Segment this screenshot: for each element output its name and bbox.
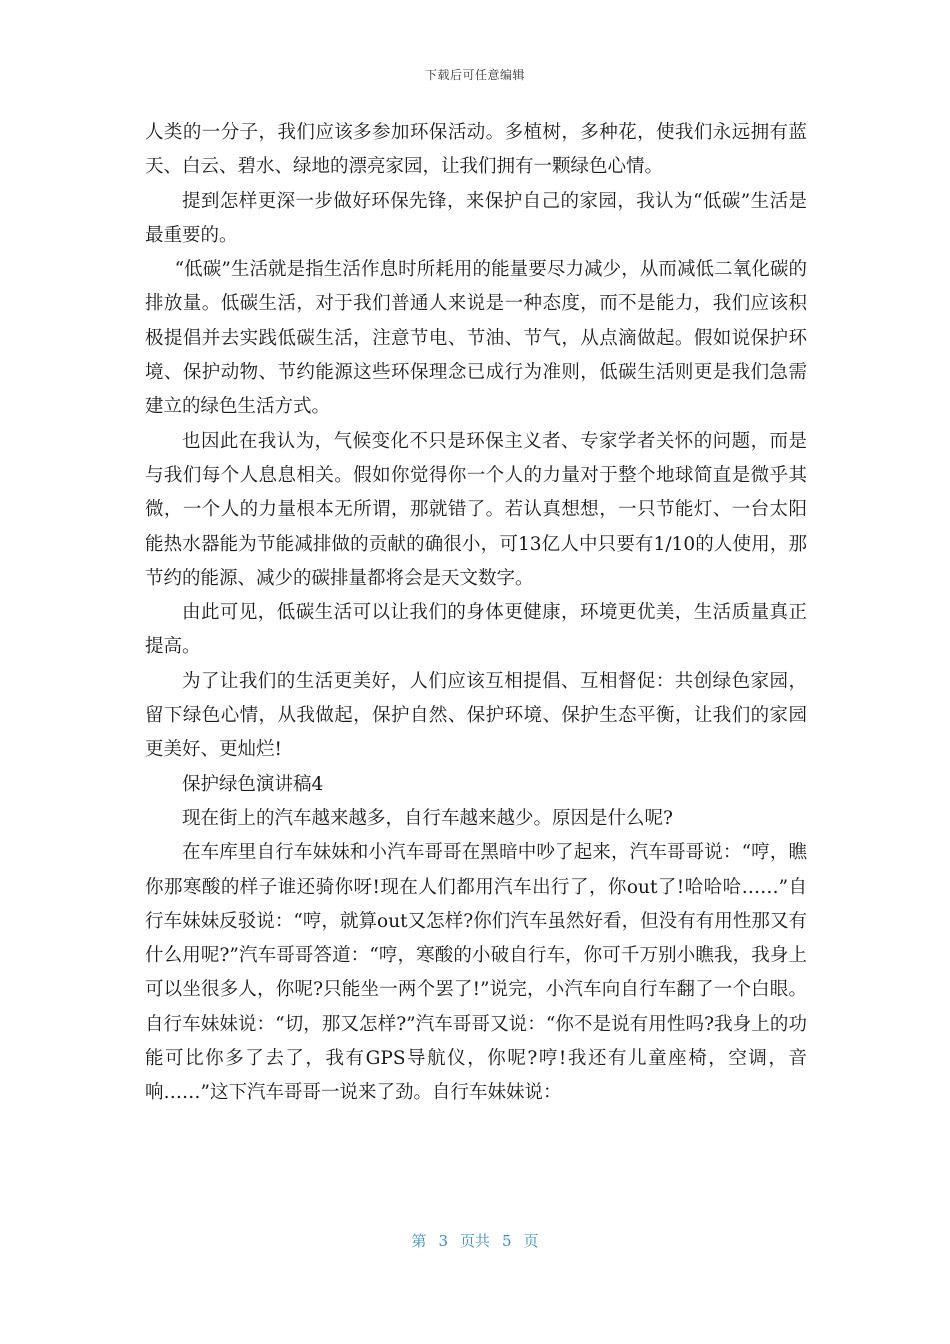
paragraph: 提到怎样更深一步做好环保先锋，来保护自己的家园，我认为“低碳”生活是最重要的。 — [145, 190, 807, 246]
paragraph: 由此可见，低碳生活可以让我们的身体更健康，环境更优美，生活质量真正提高。 — [145, 602, 807, 658]
paragraph: 在车库里自行车妹妹和小汽车哥哥在黑暗中吵了起来，汽车哥哥说：“哼，瞧你那寒酸的样子谁还骑你呀!现在人们都用汽车出行了，你out了!哈哈哈……”自行车妹妹反驳说：“哼，就算out又怎样?你们汽车虽然好看，但没有有用性那又有什么用呢?”汽车哥哥答道：“哼，寒酸的小破自行车，你可千万别小瞧我，我身上可以坐很多人，你呢?只能坐一两个罢了!”说完，小汽车向自行车翻了一个白眼。自行车妹妹说：“切，那又怎样?”汽车哥哥又说：“你不是说有用性吗?我身上的功能可比你多了去了，我有GPS导航仪，你呢?哼!我还有儿童座椅，空调，音响……”这下汽车哥哥一说来了劲。自行车妹妹说： — [145, 842, 807, 1104]
section-heading: 保护绿色演讲稿4 — [182, 773, 324, 795]
page-number-suffix: 页 — [523, 1232, 539, 1250]
page-header: 下载后可任意编辑 — [424, 68, 525, 82]
paragraph: 也因此在我认为，气候变化不只是环保主义者、专家学者关怀的问题，而是与我们每个人息息相关。假如你觉得你一个人的力量对于整个地球简直是微乎其微，一个人的力量根本无所谓，那就错了。若认真想想，一只节能灯、一台太阳能热水器能为节能减排做的贡献的确很小，可13亿人中只要有1/10的人使用，那节约的能源、减少的碳排量都将会是天文数字。 — [145, 430, 807, 589]
paragraph: 现在街上的汽车越来越多，自行车越来越少。原因是什么呢? — [182, 807, 673, 829]
total-page-count: 5 — [502, 1232, 512, 1250]
paragraph: “低碳”生活就是指生活作息时所耗用的能量要尽力减少，从而减低二氧化碳的排放量。低碳生活，对于我们普通人来说是一种态度，而不是能力，我们应该积极提倡并去实践低碳生活，注意节电、节油、节气，从点滴做起。假如说保护环境、保护动物、节约能源这些环保理念已成行为准则，低碳生活则更是我们急需建立的绿色生活方式。 — [145, 259, 807, 418]
document-body — [145, 116, 807, 1111]
page-footer — [0, 1230, 950, 1251]
paragraph: 为了让我们的生活更美好，人们应该互相提倡、互相督促：共创绿色家园，留下绿色心情，从我做起，保护自然、保护环境、保护生态平衡，让我们的家园更美好、更灿烂! — [145, 670, 807, 761]
paragraph: 人类的一分子，我们应该多参加环保活动。多植树，多种花，使我们永远拥有蓝天、白云、碧水、绿地的漂亮家园，让我们拥有一颗绿色心情。 — [145, 122, 807, 178]
page-number-prefix: 第 — [411, 1232, 427, 1250]
current-page-number: 3 — [438, 1232, 448, 1250]
page-number-middle: 页共 — [459, 1232, 490, 1250]
